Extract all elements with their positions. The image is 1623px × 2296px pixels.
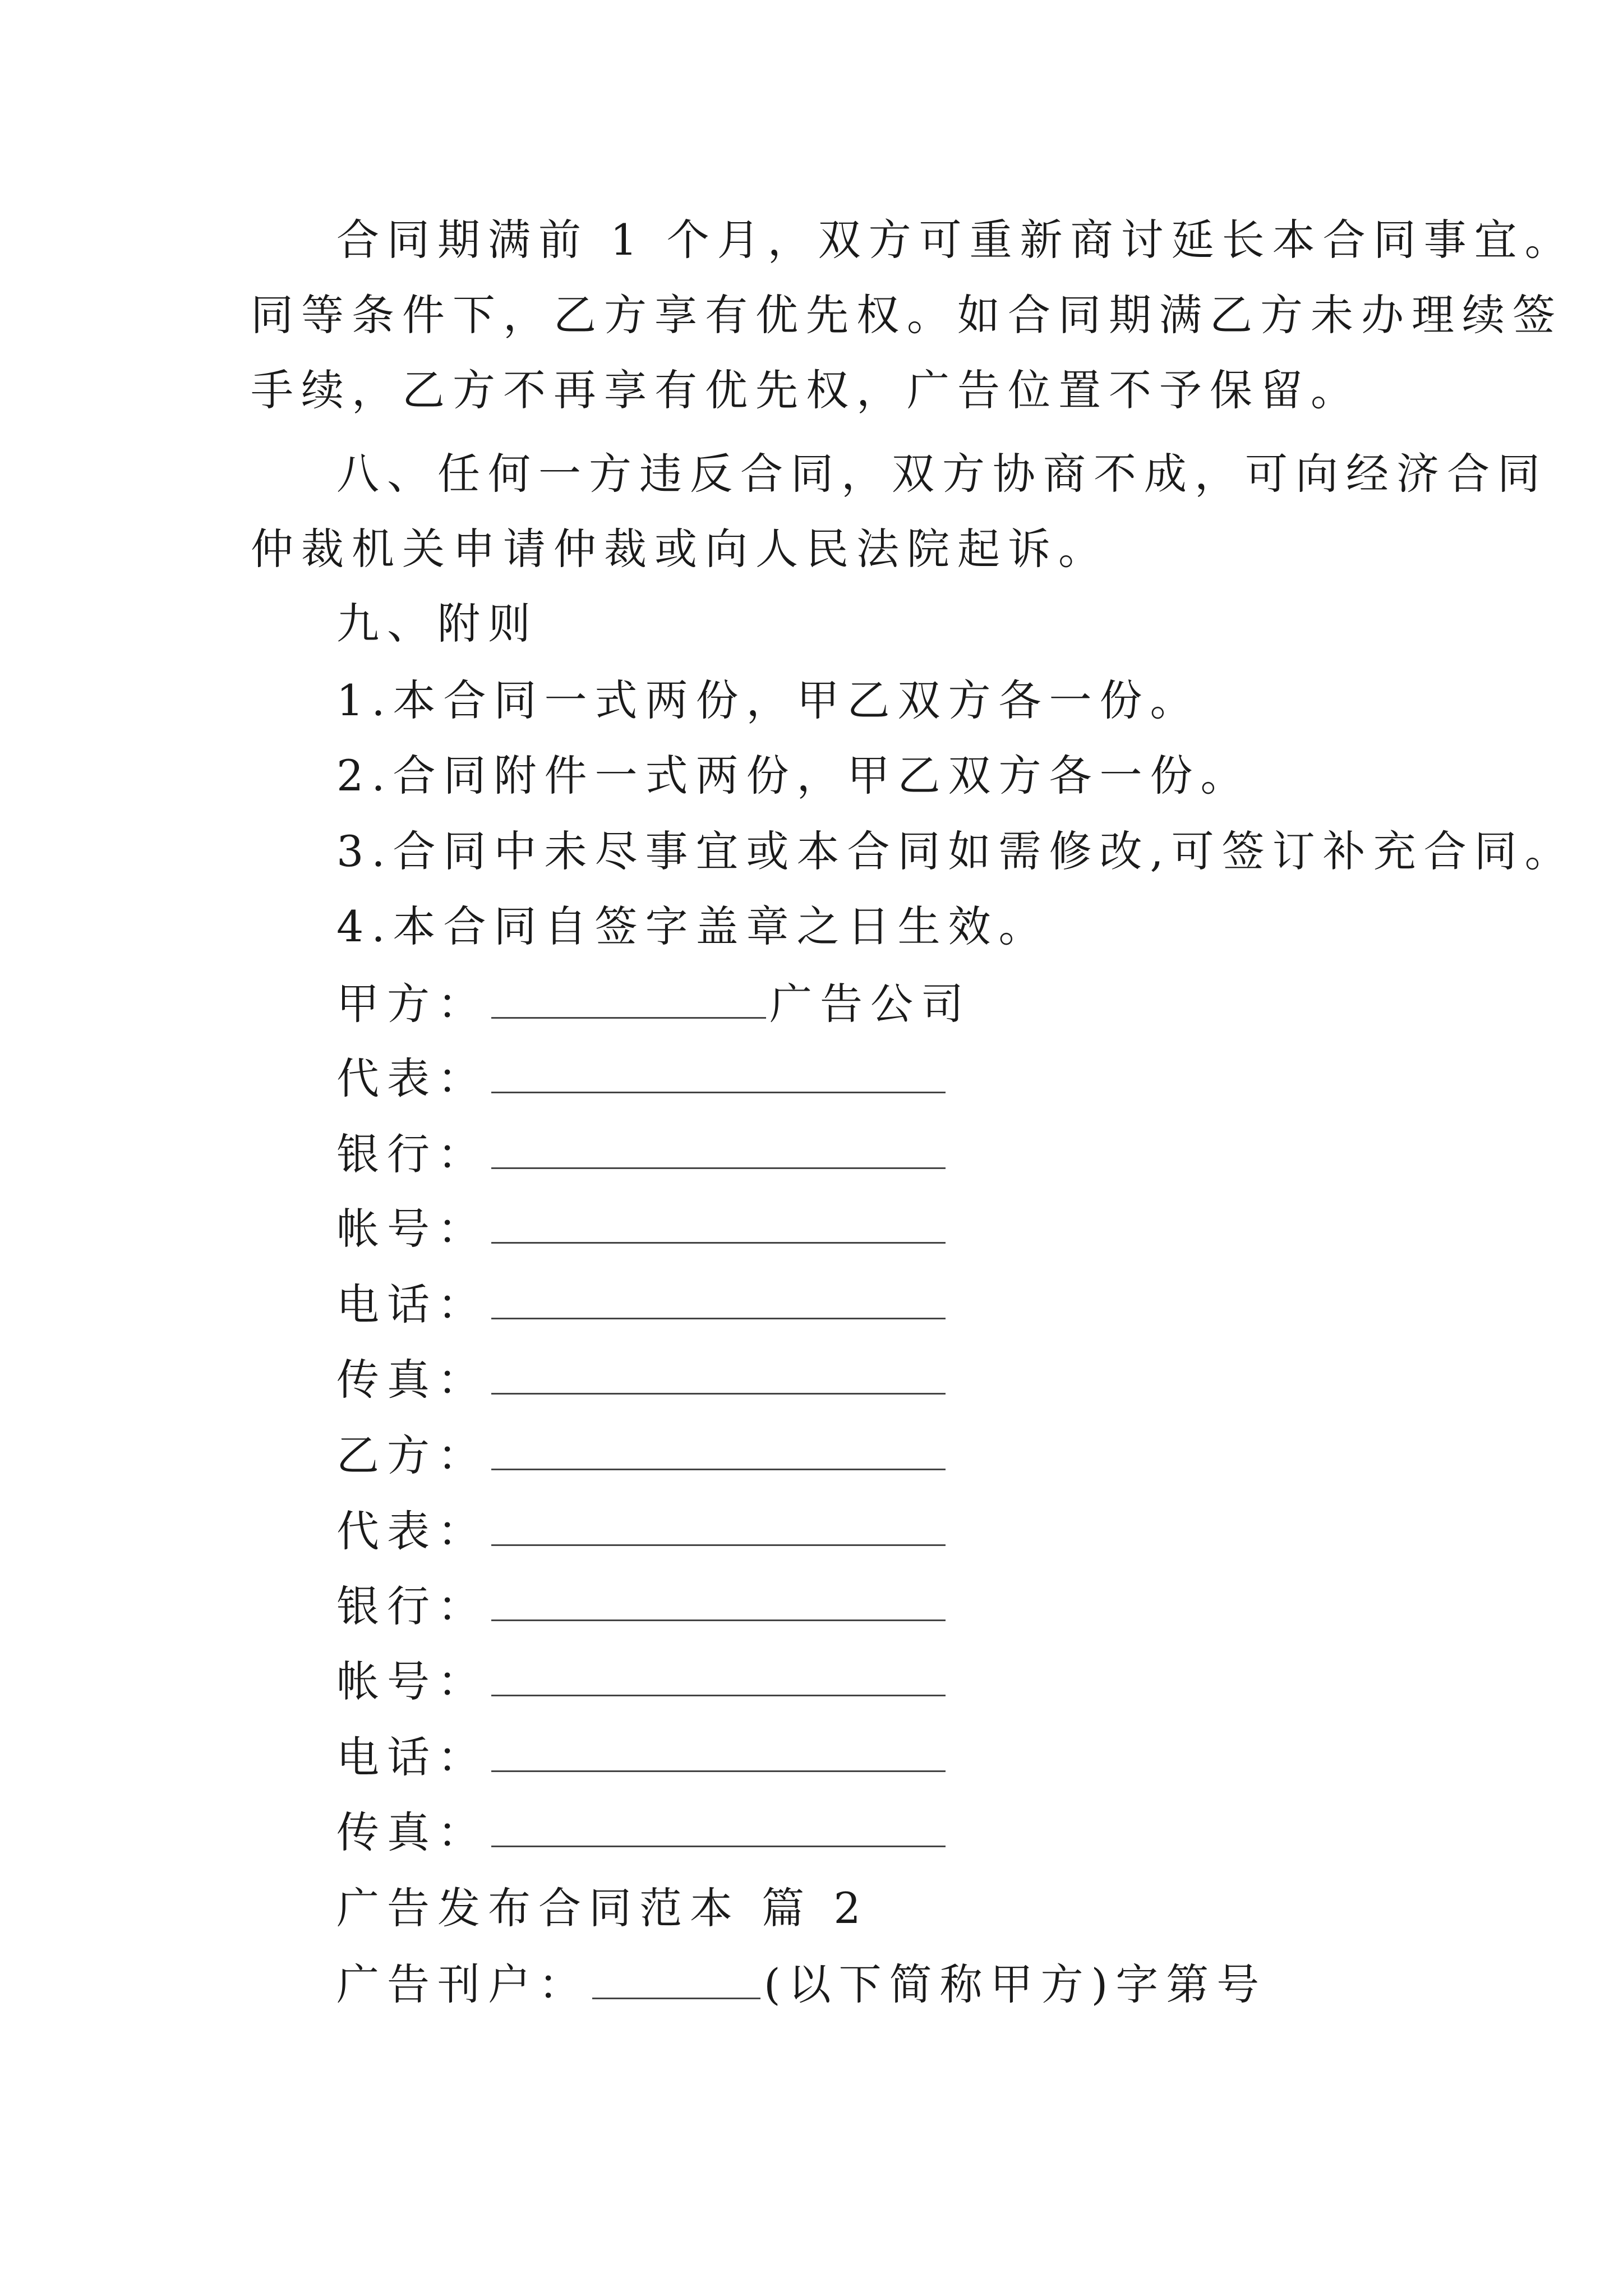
advertiser-row [336, 1957, 1267, 2013]
list-item: 4.本合同自签字盖章之日生效。 [336, 901, 1049, 951]
field-label: 代表： [336, 1506, 488, 1556]
list-item: 1.本合同一式两份，甲乙双方各一份。 [336, 675, 1201, 725]
field-label: 电话： [336, 1732, 488, 1782]
signature-blank[interactable] [491, 1208, 946, 1244]
paragraph-line: 手续，乙方不再享有优先权，广告位置不予保留。 [251, 365, 1361, 415]
signature-blank[interactable] [491, 1511, 946, 1546]
signature-blank[interactable] [491, 1058, 946, 1093]
paragraph-line: 合同期满前 1 个月，双方可重新商讨延长本合同事宜。 [336, 215, 1575, 265]
field-label: 电话： [336, 1280, 488, 1329]
party-b-label: 乙方： [336, 1430, 488, 1480]
advertiser-blank[interactable] [592, 1964, 760, 1999]
party-a-field-row [336, 1051, 949, 1107]
party-a-field-row [336, 1277, 949, 1333]
signature-blank[interactable] [491, 1359, 946, 1395]
section-title: 广告发布合同范本 篇 2 [336, 1883, 869, 1933]
list-item: 3.合同中未尽事宜或本合同如需修改,可签订补充合同。 [336, 826, 1575, 876]
signature-blank[interactable] [491, 1586, 946, 1621]
field-label: 帐号： [336, 1657, 488, 1706]
party-a-blank[interactable] [491, 983, 766, 1019]
signature-blank[interactable] [491, 1737, 946, 1772]
party-b-field-row [336, 1654, 949, 1710]
paragraph-line: 同等条件下，乙方享有优先权。如合同期满乙方未办理续签 [251, 290, 1563, 340]
paragraph-line: 八、任何一方违反合同，双方协商不成，可向经济合同 [336, 449, 1548, 499]
signature-blank[interactable] [491, 1134, 946, 1169]
party-a-suffix: 广告公司 [769, 979, 971, 1029]
section-heading: 九、附则 [336, 599, 538, 648]
signature-blank[interactable] [491, 1661, 946, 1696]
party-a-field-row [336, 1201, 949, 1257]
party-b-field-row [336, 1503, 949, 1559]
party-b-field-row [336, 1729, 949, 1786]
advertiser-suffix: (以下简称甲方)字第号 [764, 1959, 1267, 2009]
party-a-field-row [336, 1352, 949, 1408]
field-label: 银行： [336, 1129, 488, 1179]
party-a-field-row [336, 1126, 949, 1182]
advertiser-label: 广告刊户： [336, 1959, 589, 2009]
field-label: 帐号： [336, 1204, 488, 1254]
field-label: 传真： [336, 1355, 488, 1405]
list-item: 2.合同附件一式两份，甲乙双方各一份。 [336, 751, 1251, 800]
party-b-row [336, 1428, 949, 1484]
party-a-row [336, 976, 971, 1032]
field-label: 代表： [336, 1053, 488, 1103]
field-label: 银行： [336, 1581, 488, 1631]
party-b-field-row [336, 1805, 949, 1861]
signature-blank[interactable] [491, 1812, 946, 1847]
party-a-label: 甲方： [336, 979, 488, 1029]
field-label: 传真： [336, 1807, 488, 1857]
signature-blank[interactable] [491, 1435, 946, 1470]
signature-blank[interactable] [491, 1284, 946, 1319]
party-b-field-row [336, 1579, 949, 1635]
paragraph-line: 仲裁机关申请仲裁或向人民法院起诉。 [251, 524, 1109, 574]
